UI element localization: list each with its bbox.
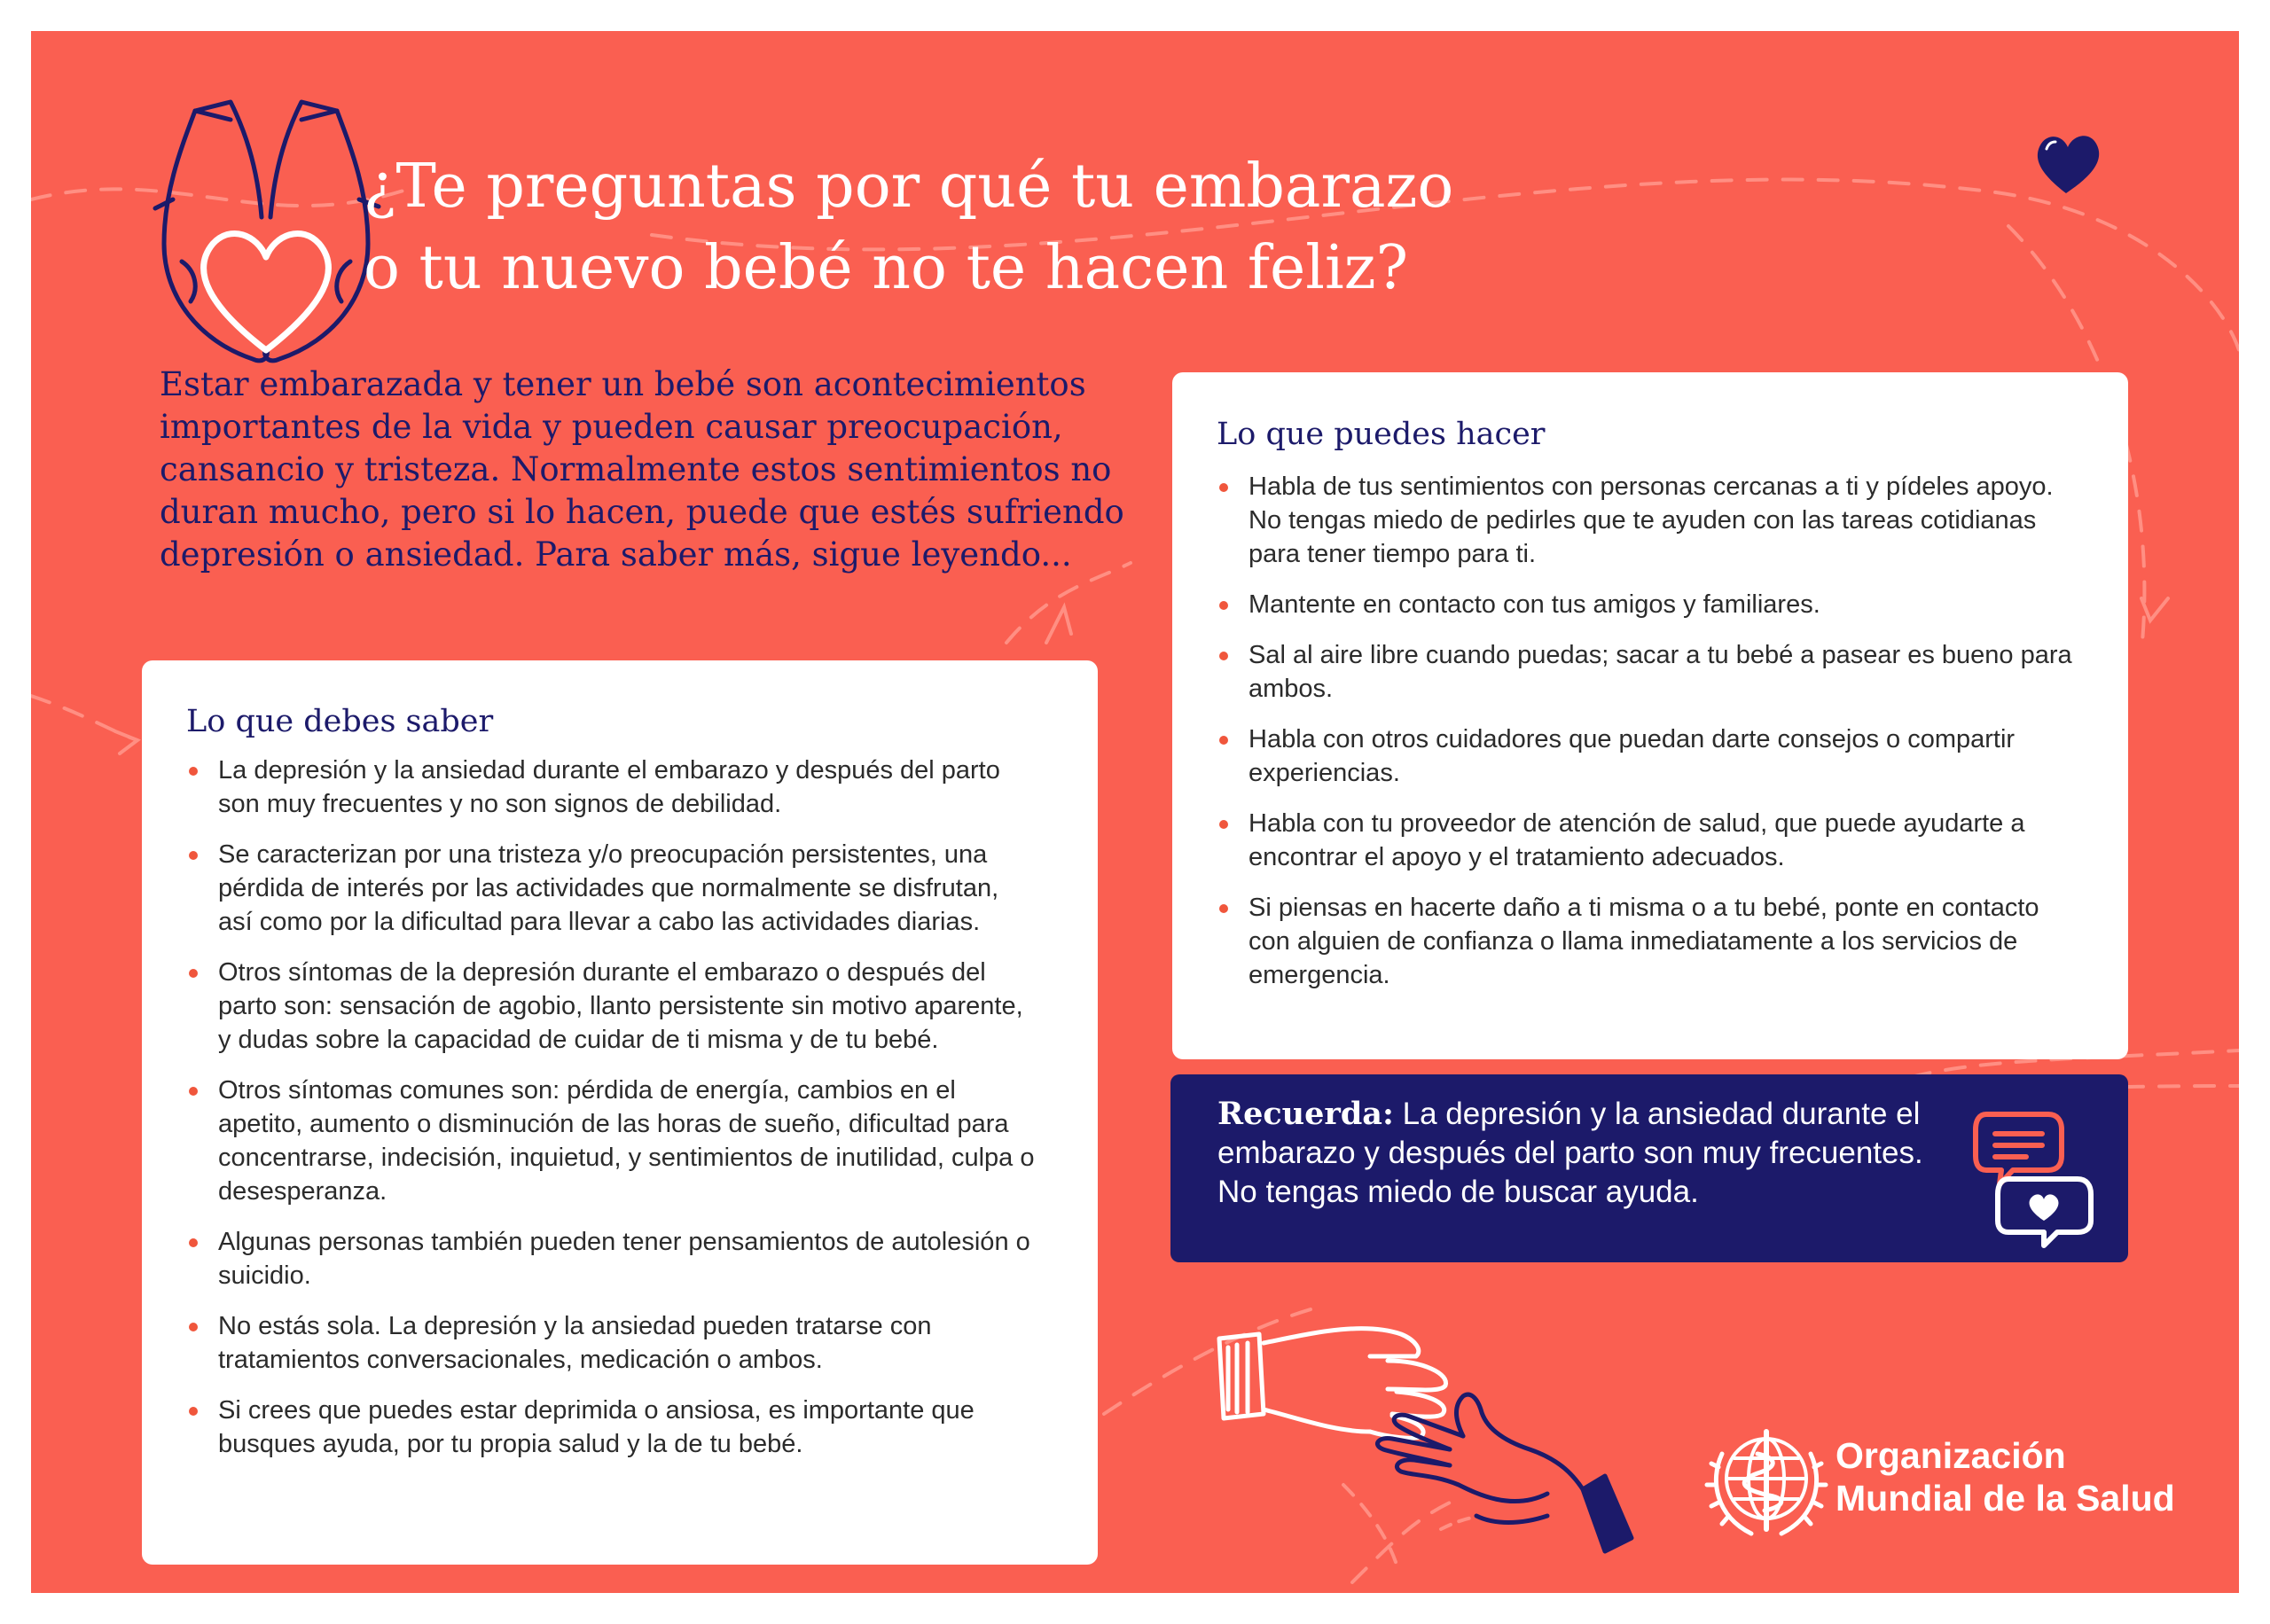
list-item-text: No estás sola. La depresión y la ansiedad pueden tratarse con tratamientos conversacionales, medicación o ambos. [218, 1312, 932, 1374]
bullet-icon [1219, 736, 1228, 745]
list-item-text: Mantente en contacto con tus amigos y familiares. [1248, 590, 1820, 619]
list-item [186, 1225, 1037, 1292]
remember-label: Recuerda: [1217, 1096, 1394, 1132]
heart-icon [2031, 124, 2106, 199]
list-item [1217, 722, 2086, 790]
bullet-icon [1219, 904, 1228, 913]
list-item-text: Si piensas en hacerte daño a ti misma o a tu bebé, ponte en contacto con alguien de confianza o llama inmediatamente a los servicios de emergencia. [1248, 894, 2039, 989]
list-item [186, 1394, 1037, 1461]
bullet-icon [189, 1087, 198, 1096]
bullet-icon [1219, 601, 1228, 610]
list-item [186, 838, 1037, 939]
who-emblem-icon [1702, 1418, 1831, 1547]
what-you-can-do-heading: Lo que puedes hacer [1217, 417, 1546, 452]
reaching-hands-icon [1210, 1308, 1689, 1573]
list-item [186, 1309, 1037, 1377]
remember-message: La depresión y la ansiedad durante el embarazo y después del parto son muy frecuentes. No tengas miedo de buscar ayuda. [1217, 1097, 1923, 1209]
list-item-text: Otros síntomas comunes son: pérdida de energía, cambios en el apetito, aumento o disminución de las horas de sueño, dificultad para concentrarse, indecisión, inquietud, y sentimientos de inutilidad, culpa o desesperanza. [218, 1076, 1035, 1206]
what-you-can-do-card [1172, 372, 2128, 1059]
list-item-text: Habla con otros cuidadores que puedan darte consejos o compartir experiencias. [1248, 725, 2016, 787]
list-item [1217, 891, 2086, 992]
chat-bubbles-icon [1973, 1097, 2097, 1252]
bullet-icon [189, 1323, 198, 1331]
list-item [1217, 588, 2086, 621]
bullet-icon [189, 1407, 198, 1416]
who-wordmark [1836, 1434, 2208, 1519]
what-to-know-card [142, 660, 1098, 1565]
poster [31, 31, 2239, 1593]
bullet-icon [1219, 652, 1228, 660]
list-item [186, 753, 1037, 821]
bullet-icon [1219, 820, 1228, 829]
list-item-text: Si crees que puedes estar deprimida o ansiosa, es importante que busques ayuda, por tu propia salud y la de tu bebé. [218, 1396, 975, 1458]
bullet-icon [1219, 483, 1228, 492]
list-item [186, 956, 1037, 1057]
list-item-text: Otros síntomas de la depresión durante el embarazo o después del parto son: sensación de agobio, llanto persistente sin motivo aparente, y dudas sobre la capacidad de cuidar de ti misma y de tu bebé. [218, 958, 1023, 1054]
bullet-icon [189, 1238, 198, 1247]
list-item-text: Sal al aire libre cuando puedas; sacar a tu bebé a pasear es bueno para ambos. [1248, 641, 2072, 703]
intro-paragraph: Estar embarazada y tener un bebé son acontecimientos importantes de la vida y pueden causar preocupación, cansancio y tristeza. Normalmente estos sentimientos no duran mucho, pero si lo hacen, puede que estés sufriendo depresión o ansiedad. Para saber más, sigue leyendo... [160, 365, 1124, 574]
list-item-text: Habla con tu proveedor de atención de salud, que puede ayudarte a encontrar el apoyo y el tratamiento adecuados. [1248, 809, 2025, 871]
page-title [364, 146, 1605, 309]
list-item [1217, 470, 2086, 571]
remember-text [1217, 1095, 1962, 1212]
what-to-know-list [186, 753, 1037, 1478]
bullet-icon [189, 767, 198, 776]
what-you-can-do-list [1217, 470, 2086, 1009]
org-name-line-1: Organización [1836, 1435, 2066, 1476]
remember-box [1170, 1074, 2128, 1262]
title-line-1: ¿Te preguntas por qué tu embarazo [364, 152, 1454, 222]
title-line-2: o tu nuevo bebé no te hacen feliz? [364, 233, 1409, 303]
list-item-text: Algunas personas también pueden tener pensamientos de autolesión o suicidio. [218, 1228, 1030, 1290]
list-item [1217, 807, 2086, 874]
bullet-icon [189, 851, 198, 860]
list-item-text: Habla de tus sentimientos con personas cercanas a ti y pídeles apoyo. No tengas miedo de pedirles que te ayuden con las tareas cotidianas para tener tiempo para ti. [1248, 472, 2054, 568]
org-name-line-2: Mundial de la Salud [1836, 1478, 2175, 1519]
list-item [1217, 638, 2086, 706]
list-item-text: La depresión y la ansiedad durante el embarazo y después del parto son muy frecuentes y no son signos de debilidad. [218, 756, 1000, 818]
hands-holding-heart-icon [146, 93, 386, 386]
list-item-text: Se caracterizan por una tristeza y/o preocupación persistentes, una pérdida de interés por las actividades que normalmente se disfrutan, así como por la dificultad para llevar a cabo las actividades diarias. [218, 840, 999, 936]
what-to-know-heading: Lo que debes saber [186, 704, 494, 739]
list-item [186, 1074, 1037, 1208]
bullet-icon [189, 969, 198, 978]
